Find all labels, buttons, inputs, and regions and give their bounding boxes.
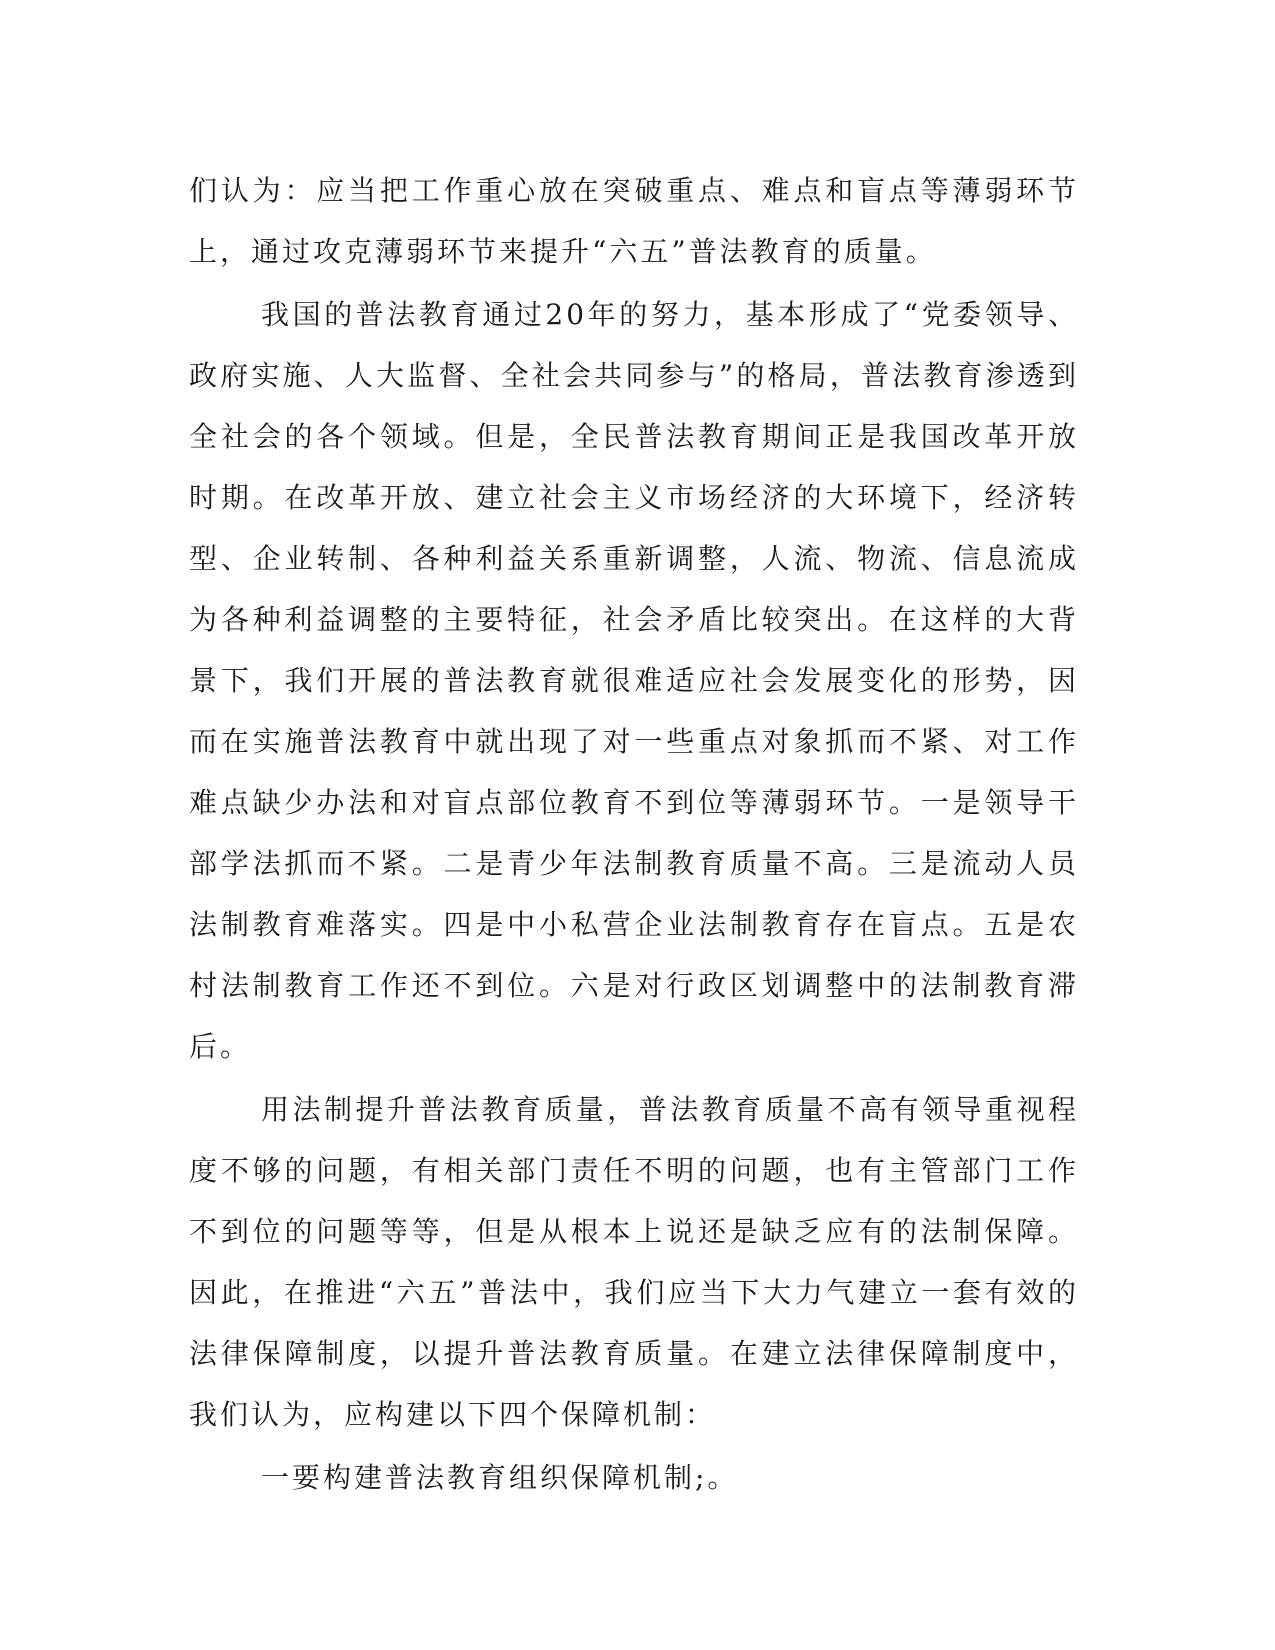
paragraph-continuation: 们认为：应当把工作重心放在突破重点、难点和盲点等薄弱环节上，通过攻克薄弱环节来提升“六五”普法教育的质量。	[189, 174, 1079, 268]
document-body	[189, 160, 1079, 1508]
paragraph-organizational-mechanism: 一要构建普法教育组织保障机制;。	[261, 1461, 739, 1494]
paragraph-legal-safeguards: 用法制提升普法教育质量，普法教育质量不高有领导重视程度不够的问题，有相关部门责任不明的问题，也有主管部门工作不到位的问题等等，但是从根本上说还是缺乏应有的法制保障。因此，在推进“六五”普法中，我们应当下大力气建立一套有效的法律保障制度，以提升普法教育质量。在建立法律保障制度中，我们认为，应构建以下四个保障机制：	[189, 1093, 1079, 1431]
paragraph-legal-education-weaknesses: 我国的普法教育通过20年的努力，基本形成了“党委领导、政府实施、人大监督、全社会共同参与”的格局，普法教育渗透到全社会的各个领域。但是，全民普法教育期间正是我国改革开放时期。在改革开放、建立社会主义市场经济的大环境下，经济转型、企业转制、各种利益关系重新调整，人流、物流、信息流成为各种利益调整的主要特征，社会矛盾比较突出。在这样的大背景下，我们开展的普法教育就很难适应社会发展变化的形势，因而在实施普法教育中就出现了对一些重点对象抓而不紧、对工作难点缺少办法和对盲点部位教育不到位等薄弱环节。一是领导干部学法抓而不紧。二是青少年法制教育质量不高。三是流动人员法制教育难落实。四是中小私营企业法制教育存在盲点。五是农村法制教育工作还不到位。六是对行政区划调整中的法制教育滞后。	[189, 298, 1079, 1063]
